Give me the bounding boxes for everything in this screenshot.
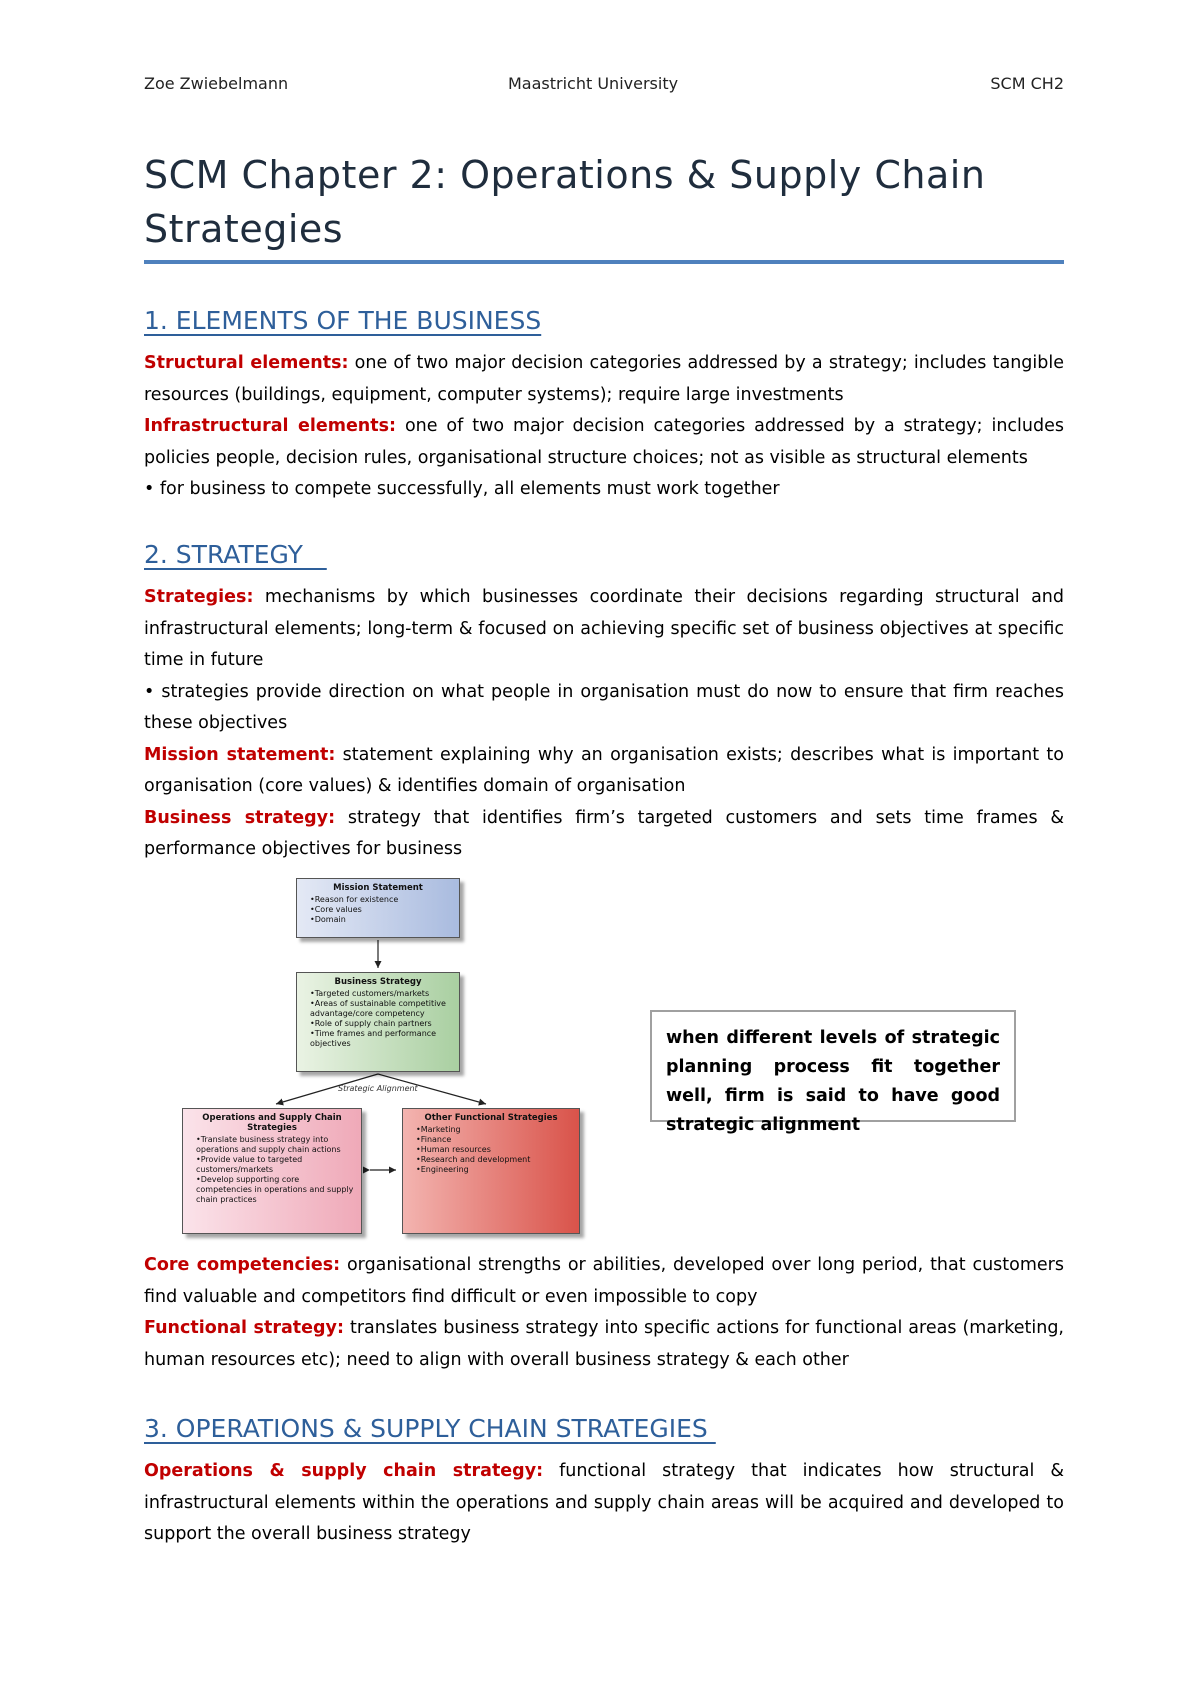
mission-box-item: • Reason for existence (310, 895, 454, 905)
strategies-text: mechanisms by which businesses coordinate their decisions regarding structural and infrastructural elements; long-term & focused on achieving specific set of business objectives at specific time in future (144, 587, 1064, 670)
other-box-item: • Finance (416, 1135, 574, 1145)
ops-box-title: Operations and Supply Chain Strategies (202, 1113, 342, 1133)
business-box-item: • Targeted customers/markets (310, 989, 454, 999)
section-2-body (144, 582, 1064, 866)
core-competencies-definition (144, 1250, 1064, 1313)
strategic-alignment-callout: when different levels of strategic planning process fit together well, firm is said to have good strategic alignment (650, 1010, 1016, 1122)
mission-statement-text: statement explaining why an organisation exists; describes what is important to organisation (core values) & identifies domain of organisation (144, 744, 1064, 796)
mission-box-item: • Core values (310, 905, 454, 915)
structural-elements-definition (144, 348, 1064, 411)
business-box-title: Business Strategy (334, 977, 422, 987)
title-rule (144, 260, 1064, 264)
mission-statement-term: Mission statement: (144, 744, 336, 765)
other-box-title: Other Functional Strategies (424, 1113, 558, 1123)
ops-box-item: • Develop supporting core competencies in operations and supply chain practices (196, 1175, 356, 1205)
operations-strategy-box (182, 1108, 362, 1234)
mission-box-title: Mission Statement (333, 883, 423, 893)
functional-strategy-term: Functional strategy: (144, 1318, 344, 1338)
other-box-item: • Engineering (416, 1165, 574, 1175)
infrastructural-elements-term: Infrastructural elements: (144, 416, 397, 436)
infrastructural-elements-text: one of two major decision categories addressed by a strategy; includes policies people, decision rules, organisational structure choices; not as visible as structural elements (144, 416, 1064, 468)
business-box-item: • Time frames and performance objectives (310, 1029, 454, 1049)
header-author: Zoe Zwiebelmann (144, 74, 289, 93)
infrastructural-elements-definition (144, 411, 1064, 474)
business-strategy-box (296, 972, 460, 1072)
ops-supply-chain-strategy-definition (144, 1456, 1064, 1551)
page-title: SCM Chapter 2: Operations & Supply Chain Strategies (144, 153, 986, 251)
section-1-heading: 1. ELEMENTS OF THE BUSINESS (144, 306, 542, 335)
business-strategy-term: Business strategy: (144, 807, 336, 828)
section-1-bullet: • for business to compete successfully, all elements must work together (144, 479, 780, 499)
other-functional-strategies-box (402, 1108, 580, 1234)
header-institution: Maastricht University (508, 74, 679, 93)
ops-supply-chain-strategy-text: functional strategy that indicates how structural & infrastructural elements within the operations and supply chain areas will be acquired and developed to support the overall business strategy (144, 1461, 1064, 1544)
other-box-item: • Research and development (416, 1155, 574, 1165)
functional-strategy-definition (144, 1313, 1064, 1376)
section-1-body (144, 348, 1064, 506)
core-competencies-text: organisational strengths or abilities, developed over long period, that customers find valuable and competitors find difficult or even impossible to copy (144, 1255, 1064, 1307)
header-course: SCM CH2 (990, 74, 1064, 93)
structural-elements-term: Structural elements: (144, 353, 349, 373)
section-3-heading: 3. OPERATIONS & SUPPLY CHAIN STRATEGIES (144, 1414, 716, 1443)
other-box-item: • Human resources (416, 1145, 574, 1155)
other-box-item: • Marketing (416, 1125, 574, 1135)
strategy-hierarchy-diagram (146, 862, 590, 1242)
strategic-alignment-label: Strategic Alignment (338, 1084, 418, 1093)
ops-box-item: • Translate business strategy into operations and supply chain actions (196, 1135, 356, 1155)
business-strategy-definition (144, 803, 1064, 866)
business-box-item: • Areas of sustainable competitive advantage/core competency (310, 999, 454, 1019)
strategies-definition (144, 582, 1064, 677)
section-2-bullet: • strategies provide direction on what people in organisation must do now to ensure that firm reaches these objectives (144, 681, 1064, 733)
page-header (144, 74, 1064, 98)
ops-box-item: • Provide value to targeted customers/markets (196, 1155, 356, 1175)
business-strategy-text: strategy that identifies firm’s targeted customers and sets time frames & performance objectives for business (144, 807, 1065, 859)
core-competencies-term: Core competencies: (144, 1255, 341, 1275)
section-2-body-continued (144, 1250, 1064, 1376)
business-box-item: • Role of supply chain partners (310, 1019, 454, 1029)
mission-box-item: • Domain (310, 915, 454, 925)
functional-strategy-text: translates business strategy into specific actions for functional areas (marketing, human resources etc); need to align with overall business strategy & each other (144, 1318, 1064, 1370)
section-3-body (144, 1456, 1064, 1551)
section-2-heading: 2. STRATEGY (144, 540, 327, 569)
ops-supply-chain-strategy-term: Operations & supply chain strategy: (144, 1461, 544, 1481)
mission-statement-definition (144, 740, 1064, 803)
mission-statement-box (296, 878, 460, 938)
structural-elements-text: one of two major decision categories addressed by a strategy; includes tangible resources (buildings, equipment, computer systems); require large investments (144, 353, 1064, 405)
strategies-term: Strategies: (144, 587, 254, 607)
